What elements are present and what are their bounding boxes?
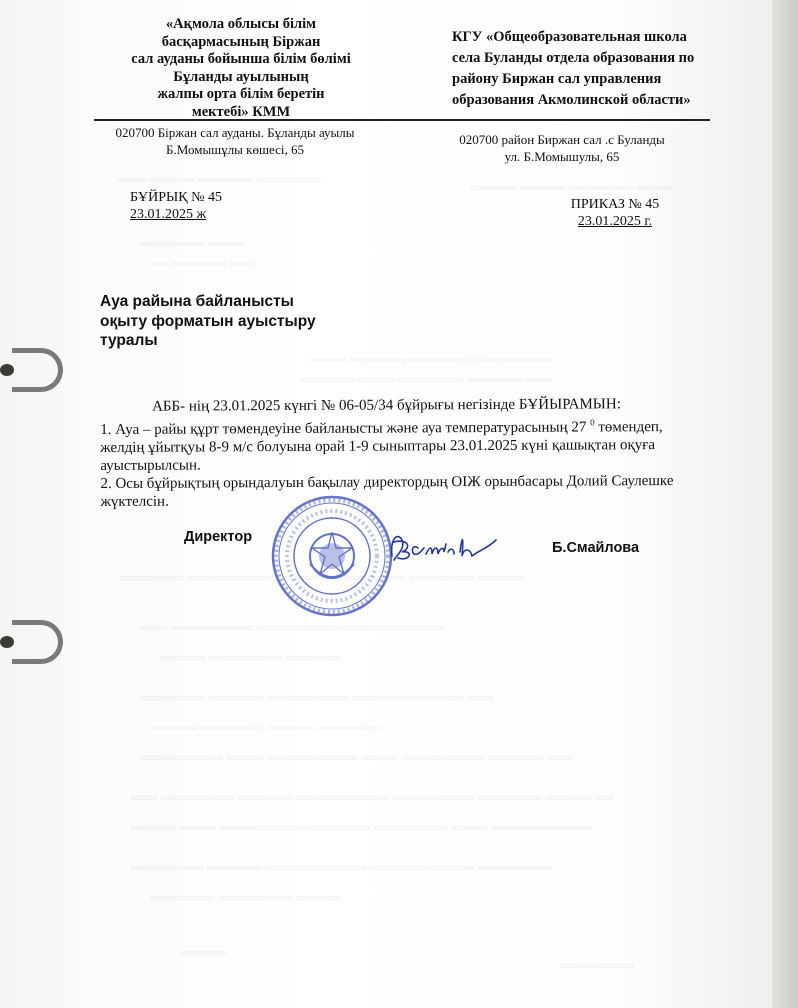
subject-line: Ауа райына байланысты [100,293,294,310]
bleed-through-text: ═════ ═════ ═══════ ════ [470,180,674,195]
letterhead-line: мектебі» КММ [191,103,291,120]
address-line: 020700 Біржан сал ауданы. Бұланды ауылы [115,125,355,140]
bleed-through-text: ══════ ════ ═══════ ══════ ═══ [300,372,553,387]
address-line: ул. Б.Момышулы, 65 [504,149,620,164]
letterhead-line: села Буланды отдела образования по [452,50,695,66]
director-signature [384,526,502,570]
letterhead-line: «Ақмола облысы білім [165,16,317,32]
order-item-1-text-cont: төмендеп, желдің ұйытқуы 8-9 м/с болуына орай 1-9 сыныптары 23.01.2025 күні қашықтан оқуға ауыстырылсын. [100,419,663,474]
bleed-through-text: ═════════ ════ ══════════ ════ ═════════ ══════ ═══ [140,750,574,765]
bleed-through-text: ═══ ════════ ══════ ══════════ ═════════ ═══════ ═════ ══ [130,790,614,805]
address-russian [452,131,672,165]
order-label: БҰЙРЫҚ № 45 [130,190,222,205]
bleed-through-text: ═══════ ════ [140,236,245,251]
letterhead-kazakh [96,16,386,121]
bleed-through-text: ═══════ ══════════ ═════ ════════ ═══════ ═════ [120,570,524,585]
bleed-through-text: ════ ══════ ═══════ ════════ [310,352,551,367]
bleed-through-text: ═══ ═════ ══════ ═══════ [118,172,322,187]
subject-line: оқыту форматын ауыстыру [100,312,316,330]
letterhead-line: жалпы орта білім беретін [157,86,325,102]
bleed-through-text: ═══════ ══════ ═════════ ════════════ ═══ [140,690,494,705]
letterhead-divider [94,119,710,121]
subject-line: туралы [100,332,158,349]
page-edge-shadow [772,0,798,1008]
bleed-through-text: ════════ ══════ ═══════════ ══════ ═════ ════════ [130,860,552,875]
order-item-1 [100,413,706,475]
bleed-through-text: ════════ [560,958,634,973]
letterhead-russian [452,27,708,111]
letterhead-line: Бұланды ауылының [173,68,309,85]
address-line: Б.Момышұлы көшесі, 65 [166,142,304,157]
document-body [100,395,707,511]
bleed-through-text: ═══ ═════════ ═════════ ═══════════ [140,620,445,635]
letterhead-line: КГУ «Общеобразовательная школа [452,29,687,45]
order-item-1-text: 1. Ауа – райы құрт төмендеуіне байланысты және ауа температурасының 27 [100,419,587,438]
official-seal [270,494,394,618]
document-subject [100,292,340,351]
bleed-through-text: ═════ [180,945,227,960]
address-line: 020700 район Биржан сал .с Буланды [459,132,665,147]
bleed-through-text: ═════ ═══════ ═════ ═══════ [150,720,381,735]
binder-ring [12,620,63,664]
order-date: 23.01.2025 ж [130,207,207,222]
bleed-through-text: ═════ ════ ═════════ ═══════ ════════ ════ ═══════════ [130,820,592,835]
order-date: 23.01.2025 г. [577,214,653,229]
order-item-2: 2. Осы бұйрықтың орындалуын бақылау директордың ОІЖ орынбасары Долий Саулешке жүктелсін. [100,472,674,510]
order-intro: АББ- нің 23.01.2025 күнгі № 06-05/34 бұйрығы негізінде БҰЙЫРАМЫН: [152,396,621,415]
order-label: ПРИКАЗ № 45 [570,197,660,212]
bleed-through-text: ══ ══════ ═══ [150,256,258,271]
order-number-russian [560,196,670,230]
bleed-through-text: ═══════ ════════ ═════ [150,890,341,905]
degree-superscript: 0 [590,417,595,428]
letterhead-line: басқармасының Біржан [161,33,321,50]
bleed-through-text: ═════ ════════ ══════ [160,650,342,665]
signatory-title: Директор [184,529,253,545]
address-kazakh [100,124,370,158]
order-number-kazakh [130,189,250,223]
letterhead-line: образования Акмолинской области» [452,92,691,108]
letterhead-line: району Биржан сал управления [452,71,662,87]
signatory-name: Б.Смайлова [552,540,640,556]
binder-ring [12,348,63,392]
letterhead-line: сал ауданы бойынша білім бөлімі [131,51,351,67]
